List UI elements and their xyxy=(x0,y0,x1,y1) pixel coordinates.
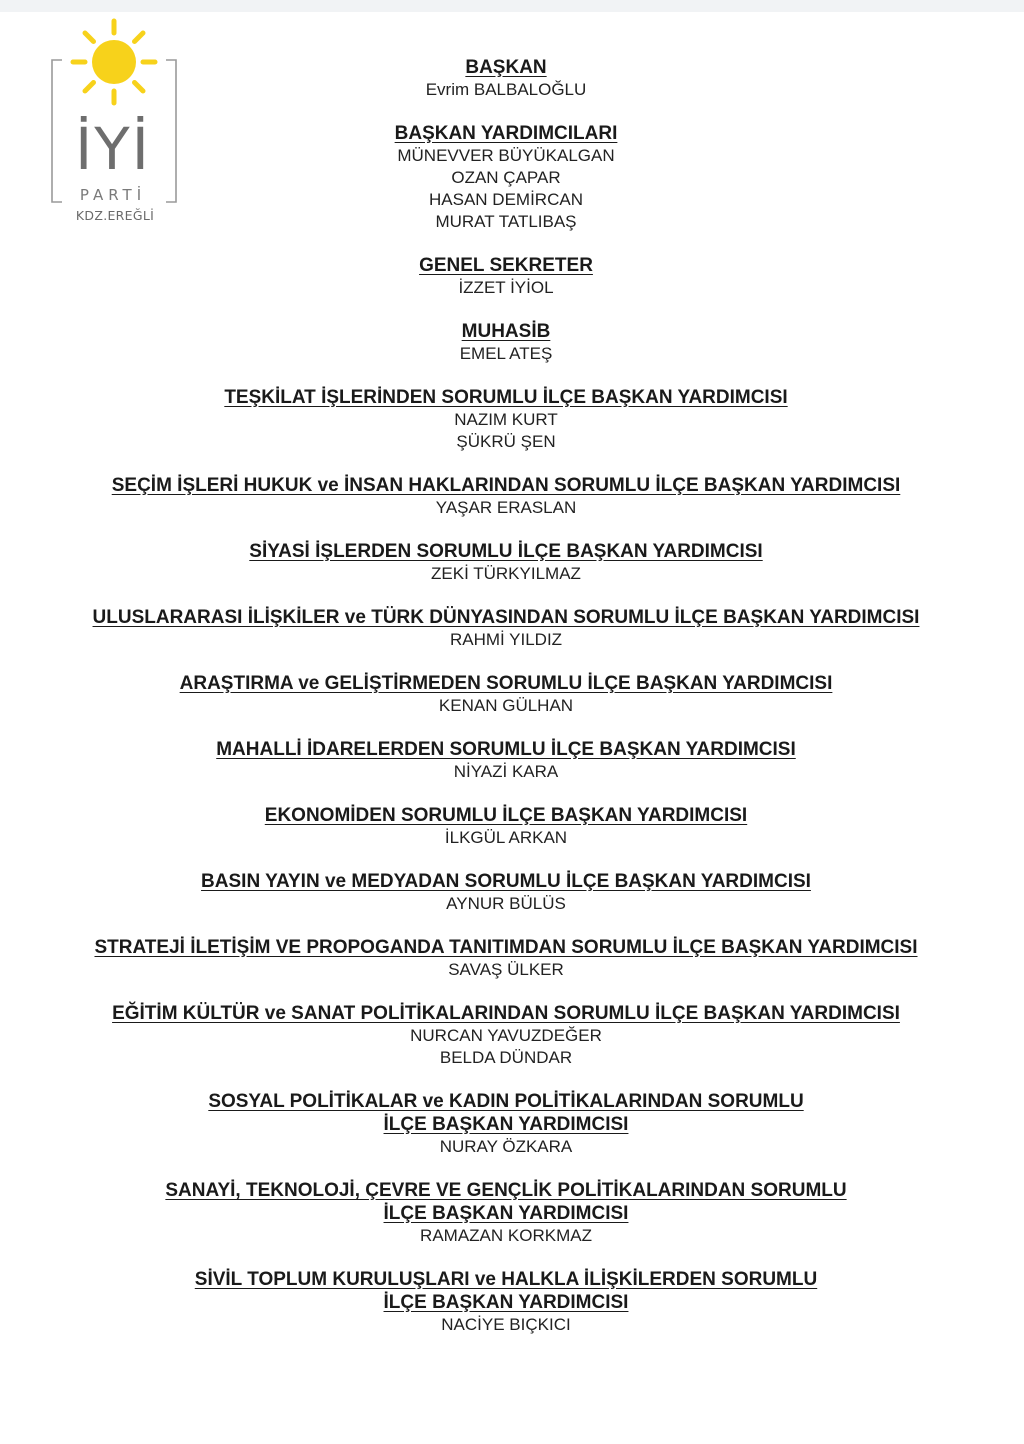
member-name: MÜNEVVER BÜYÜKALGAN xyxy=(397,146,615,165)
member-name: ZEKİ TÜRKYILMAZ xyxy=(431,564,581,583)
committee-section xyxy=(0,386,1012,453)
committee-section xyxy=(0,1090,1012,1158)
role-title: TEŞKİLAT İŞLERİNDEN SORUMLU İLÇE BAŞKAN YARDIMCISI xyxy=(224,387,788,408)
member-name: RAMAZAN KORKMAZ xyxy=(420,1226,592,1245)
role-title: SİVİL TOPLUM KURULUŞLARI ve HALKLA İLİŞKİLERDEN SORUMLU xyxy=(194,1269,818,1290)
committee-section xyxy=(0,936,1012,981)
role-title: BASIN YAYIN ve MEDYADAN SORUMLU İLÇE BAŞKAN YARDIMCISI xyxy=(201,871,811,892)
committee-section xyxy=(0,870,1012,915)
role-title: STRATEJİ İLETİŞİM VE PROPOGANDA TANITIMDAN SORUMLU İLÇE BAŞKAN YARDIMCISI xyxy=(94,937,918,958)
member-name: BELDA DÜNDAR xyxy=(439,1048,573,1067)
member-name: NAZIM KURT xyxy=(454,410,558,429)
committee-section xyxy=(0,738,1012,783)
role-title: BAŞKAN YARDIMCILARI xyxy=(394,123,618,144)
member-name: SAVAŞ ÜLKER xyxy=(448,960,564,979)
member-name: OZAN ÇAPAR xyxy=(451,168,561,187)
member-name: RAHMİ YILDIZ xyxy=(449,630,563,649)
committee-section xyxy=(0,540,1012,585)
role-title: SANAYİ, TEKNOLOJİ, ÇEVRE VE GENÇLİK POLİTİKALARINDAN SORUMLU xyxy=(165,1180,847,1201)
committee-section xyxy=(0,56,1012,101)
member-name: NİYAZİ KARA xyxy=(453,762,559,781)
member-name: AYNUR BÜLÜS xyxy=(446,894,566,913)
member-name: İZZET İYİOL xyxy=(458,278,554,297)
role-title: MAHALLİ İDARELERDEN SORUMLU İLÇE BAŞKAN YARDIMCISI xyxy=(216,739,796,760)
committee-section xyxy=(0,804,1012,849)
member-name: MURAT TATLIBAŞ xyxy=(435,212,577,231)
member-name: NACİYE BIÇKICI xyxy=(441,1315,571,1334)
role-title: SİYASİ İŞLERDEN SORUMLU İLÇE BAŞKAN YARDIMCISI xyxy=(249,541,763,562)
member-name: KENAN GÜLHAN xyxy=(438,696,574,715)
role-title: SOSYAL POLİTİKALAR ve KADIN POLİTİKALARINDAN SORUMLU xyxy=(208,1091,804,1112)
member-name: ŞÜKRÜ ŞEN xyxy=(456,432,556,451)
role-title: İLÇE BAŞKAN YARDIMCISI xyxy=(383,1203,629,1224)
member-name: HASAN DEMİRCAN xyxy=(429,190,583,209)
committee-section xyxy=(0,1268,1012,1336)
member-name: EMEL ATEŞ xyxy=(459,344,553,363)
member-name: Evrim BALBALOĞLU xyxy=(425,80,587,99)
committee-section xyxy=(0,320,1012,365)
role-title: ULUSLARARASI İLİŞKİLER ve TÜRK DÜNYASINDAN SORUMLU İLÇE BAŞKAN YARDIMCISI xyxy=(92,607,920,628)
role-title: İLÇE BAŞKAN YARDIMCISI xyxy=(383,1292,629,1313)
role-title: GENEL SEKRETER xyxy=(419,255,593,276)
role-title: ARAŞTIRMA ve GELİŞTİRMEDEN SORUMLU İLÇE BAŞKAN YARDIMCISI xyxy=(179,673,833,694)
member-name: NURCAN YAVUZDEĞER xyxy=(410,1026,602,1045)
sun-ray xyxy=(85,33,93,41)
logo-subtitle: PARTİ xyxy=(79,186,147,204)
committee-section xyxy=(0,1002,1012,1069)
role-title: İLÇE BAŞKAN YARDIMCISI xyxy=(383,1114,629,1135)
committee-section xyxy=(0,672,1012,717)
role-title: MUHASİB xyxy=(461,321,551,342)
committee-section xyxy=(0,474,1012,519)
committee-section xyxy=(0,606,1012,651)
sun-ray xyxy=(135,33,143,41)
member-name: İLKGÜL ARKAN xyxy=(444,828,568,847)
committee-section xyxy=(0,1179,1012,1247)
logo-wordmark: İYİ xyxy=(75,115,151,183)
role-title: EKONOMİDEN SORUMLU İLÇE BAŞKAN YARDIMCISI xyxy=(264,805,748,826)
committee-section xyxy=(0,254,1012,299)
committee-section xyxy=(0,122,1012,233)
member-name: YAŞAR ERASLAN xyxy=(435,498,577,517)
role-title: BAŞKAN xyxy=(465,57,547,78)
logo-city: KDZ.EREĞLİ xyxy=(75,208,155,223)
member-name: NURAY ÖZKARA xyxy=(439,1137,573,1156)
role-title: SEÇİM İŞLERİ HUKUK ve İNSAN HAKLARINDAN SORUMLU İLÇE BAŞKAN YARDIMCISI xyxy=(111,475,901,496)
role-title: EĞİTİM KÜLTÜR ve SANAT POLİTİKALARINDAN SORUMLU İLÇE BAŞKAN YARDIMCISI xyxy=(112,1003,900,1024)
committee-list xyxy=(0,56,1012,1357)
